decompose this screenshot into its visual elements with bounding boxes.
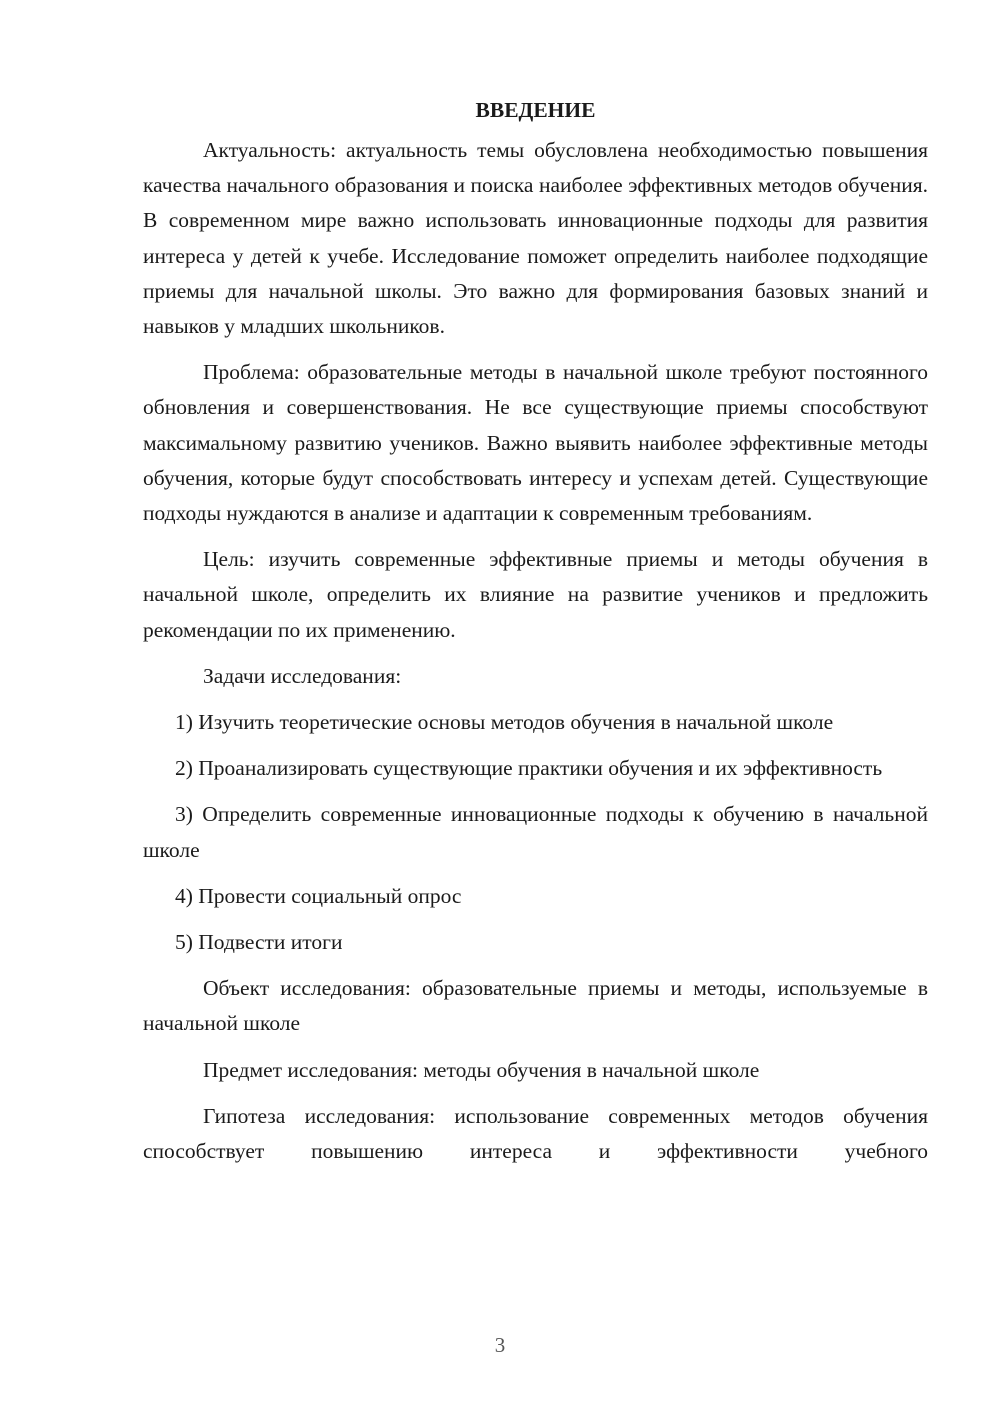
object-paragraph: Объект исследования: образовательные приемы и методы, используемые в начальной школе — [143, 976, 928, 1036]
task-item: 3) Определить современные инновационные подходы к обучению в начальной школе — [143, 802, 928, 862]
goal-paragraph: Цель: изучить современные эффективные приемы и методы обучения в начальной школе, определить их влияние на развитие учеников и предложить рекомендации по их применению. — [143, 547, 928, 642]
page-number: 3 — [494, 1333, 506, 1357]
task-item: 5) Подвести итоги — [175, 930, 343, 955]
section-title: ВВЕДЕНИЕ — [475, 98, 596, 122]
hypothesis-paragraph: Гипотеза исследования: использование современных методов обучения способствует повышению интереса и эффективности учебного — [143, 1103, 928, 1164]
task-item: 4) Провести социальный опрос — [175, 883, 462, 908]
subject-paragraph: Предмет исследования: методы обучения в начальной школе — [203, 1057, 760, 1082]
task-item: 1) Изучить теоретические основы методов обучения в начальной школе — [175, 710, 834, 735]
relevance-paragraph: Актуальность: актуальность темы обусловлена необходимостью повышения качества начального образования и поиска наиболее эффективных методов обучения. В современном мире важно использовать инновационные подходы для развития интереса у детей к учебе. Исследование поможет определить наиболее подходящие приемы для начальной школы. Это важно для формирования базовых знаний и навыков у младших школьников. — [143, 138, 928, 339]
document-page — [143, 92, 928, 1180]
problem-paragraph: Проблема: образовательные методы в начальной школе требуют постоянного обновления и совершенствования. Не все существующие приемы способствуют максимальному развитию учеников. Важно выявить наиболее эффективные методы обучения, которые будут способствовать интересу и успехам детей. Существующие подходы нуждаются в анализе и адаптации к современным требованиям. — [143, 360, 928, 526]
task-item: 2) Проанализировать существующие практики обучения и их эффективность — [175, 756, 883, 781]
tasks-heading: Задачи исследования: — [203, 663, 402, 688]
